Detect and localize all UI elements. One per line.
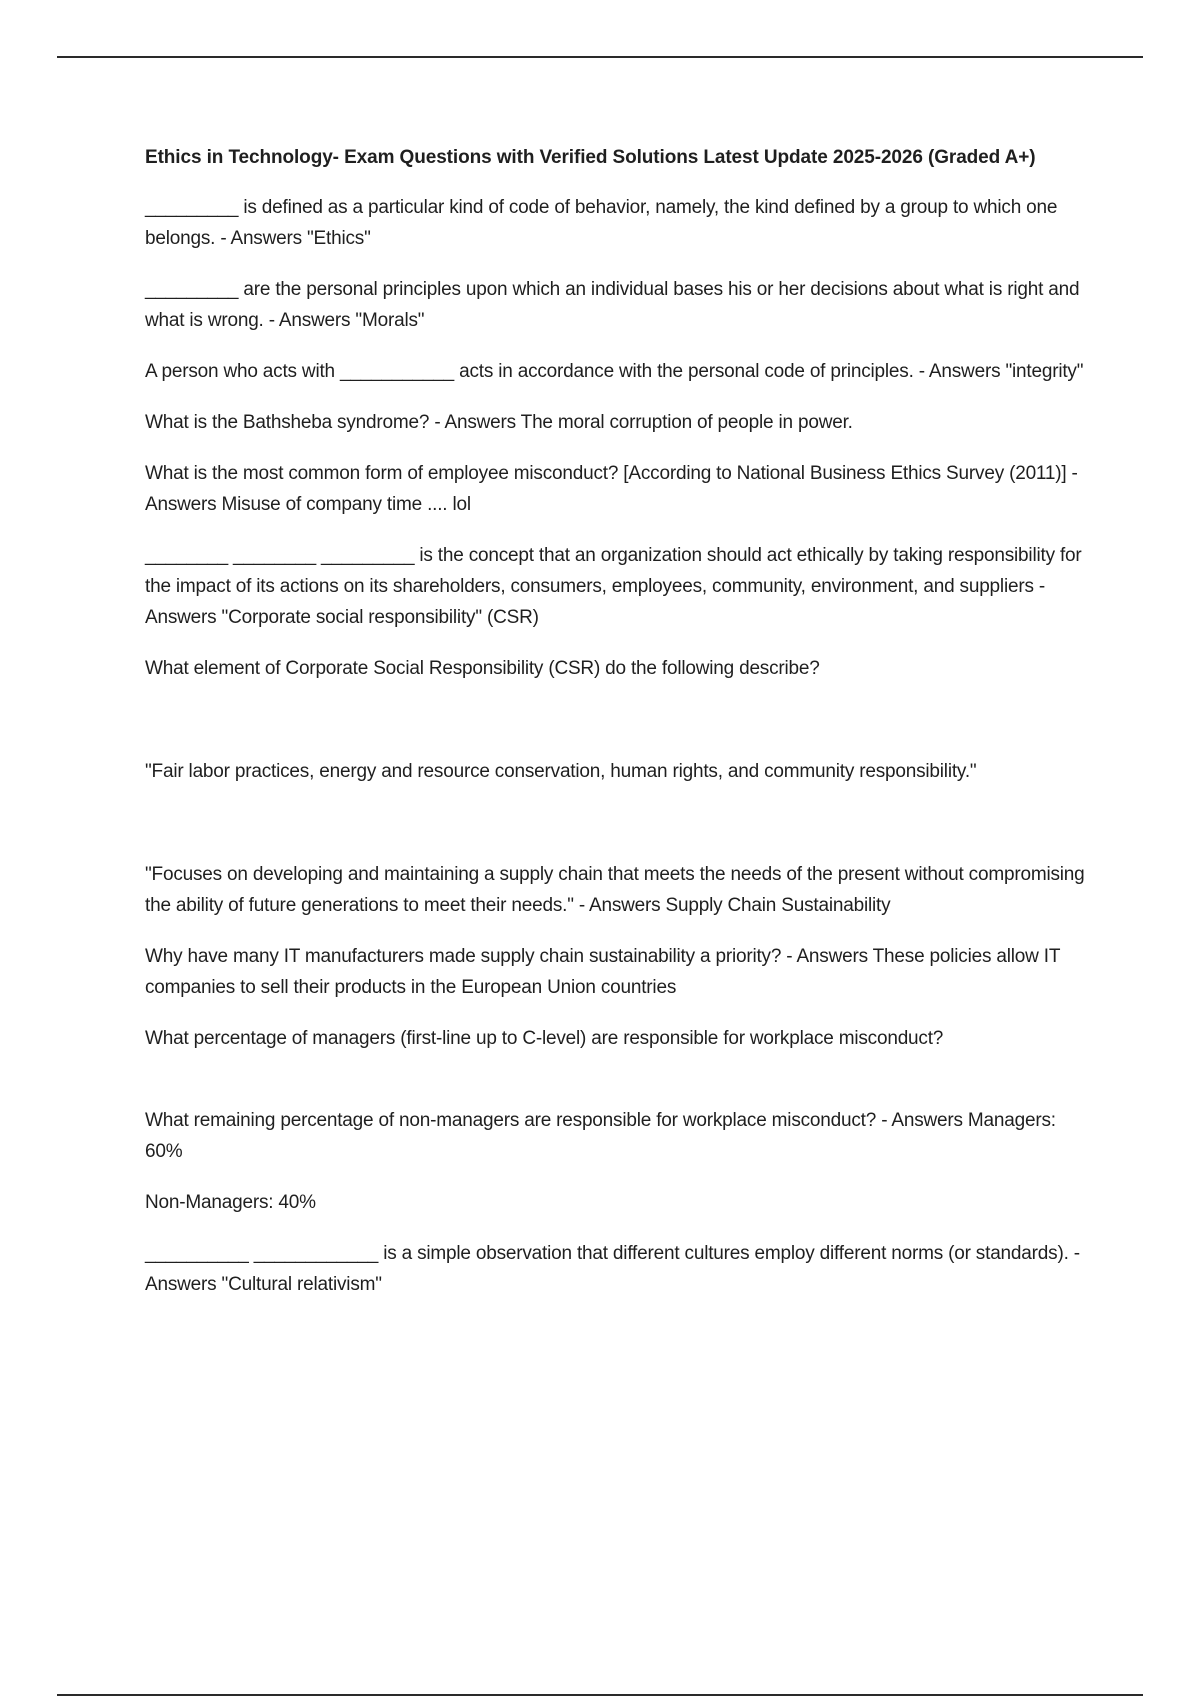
qa-csr-element-question: What element of Corporate Social Responsibility (CSR) do the following describe?: [145, 658, 820, 679]
qa-bathsheba: What is the Bathsheba syndrome? - Answers The moral corruption of people in power.: [145, 412, 853, 433]
qa-morals: _________ are the personal principles upon which an individual bases his or her decisions about what is right and what is wrong. - Answers "Morals": [145, 279, 1085, 331]
qa-supply-chain: "Focuses on developing and maintaining a supply chain that meets the needs of the present without compromising the ability of future generations to meet their needs." - Answers Supply Chain Sustainability: [145, 864, 1090, 916]
qa-misconduct: What is the most common form of employee misconduct? [According to National Business Ethics Survey (2011)] - Answers Misuse of company time .... lol: [145, 463, 1082, 515]
qa-fair-labor-quote: "Fair labor practices, energy and resource conservation, human rights, and community responsibility.": [145, 761, 977, 782]
top-rule: [57, 56, 1143, 58]
bottom-rule: [57, 1694, 1143, 1696]
qa-non-managers-percentage: What remaining percentage of non-managers are responsible for workplace misconduct? - Answers Managers: 60%: [145, 1110, 1061, 1162]
qa-managers-percentage: What percentage of managers (first-line up to C-level) are responsible for workplace misconduct?: [145, 1028, 944, 1049]
qa-csr: ________ ________ _________ is the concept that an organization should act ethically by taking responsibility for the impact of its actions on its shareholders, consumers, employees, community, environment, and suppliers - Answers "Corporate social responsibility" (CSR): [145, 545, 1087, 628]
qa-ethics: _________ is defined as a particular kind of code of behavior, namely, the kind defined by a group to which one belongs. - Answers "Ethics": [145, 197, 1063, 249]
document-title: Ethics in Technology- Exam Questions with Verified Solutions Latest Update 2025-2026 (Graded A+): [145, 147, 1036, 168]
qa-cultural-relativism: __________ ____________ is a simple observation that different cultures employ different norms (or standards). - Answers "Cultural relativism": [145, 1243, 1084, 1295]
qa-it-manufacturers: Why have many IT manufacturers made supply chain sustainability a priority? - Answers These policies allow IT companies to sell their products in the European Union countries: [145, 946, 1065, 998]
qa-integrity: A person who acts with ___________ acts in accordance with the personal code of principles. - Answers "integrity": [145, 361, 1084, 382]
qa-non-managers-value: Non-Managers: 40%: [145, 1192, 316, 1213]
document-body: [145, 143, 1090, 1320]
